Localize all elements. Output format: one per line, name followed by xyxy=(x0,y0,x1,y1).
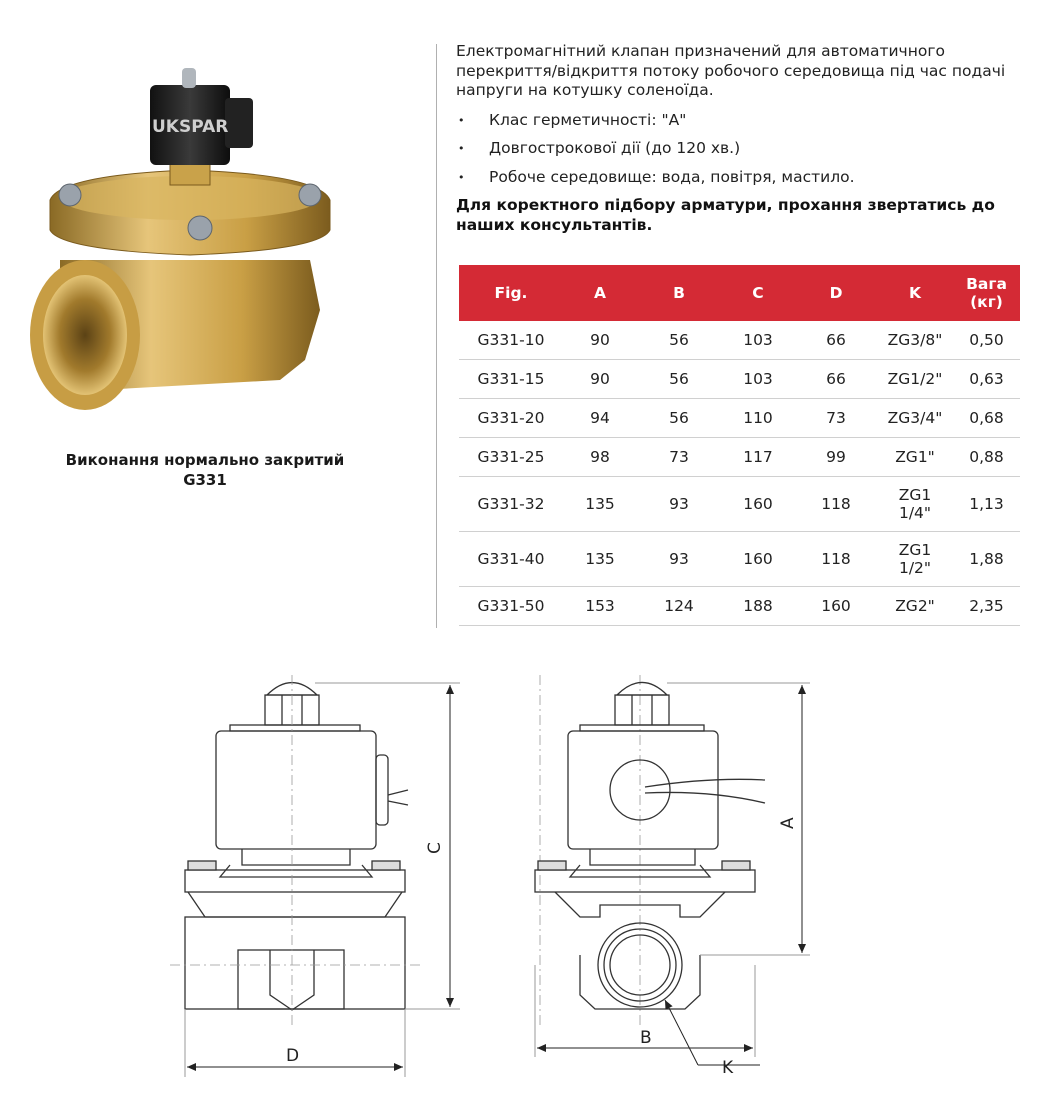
cell-k: ZG1" xyxy=(877,438,953,477)
divider xyxy=(436,44,437,628)
cell-d: 99 xyxy=(795,438,877,477)
cell-a: 153 xyxy=(563,587,637,626)
description-block xyxy=(456,42,1026,235)
col-a: A xyxy=(563,265,637,321)
caption-line-2: G331 xyxy=(183,471,227,489)
table-row xyxy=(459,477,1020,532)
cell-k: ZG1/2" xyxy=(877,360,953,399)
cell-fig: G331-50 xyxy=(459,587,563,626)
spec-table xyxy=(459,265,1020,626)
cell-d: 66 xyxy=(795,360,877,399)
dim-label-a: A xyxy=(778,817,798,829)
cell-weight: 0,88 xyxy=(953,438,1020,477)
table-row xyxy=(459,587,1020,626)
cell-weight: 0,68 xyxy=(953,399,1020,438)
table-row xyxy=(459,438,1020,477)
cell-c: 117 xyxy=(721,438,795,477)
table-row xyxy=(459,360,1020,399)
cell-fig: G331-15 xyxy=(459,360,563,399)
col-b: B xyxy=(637,265,721,321)
col-c: C xyxy=(721,265,795,321)
dim-label-d: D xyxy=(286,1046,300,1066)
consultant-note: Для коректного підбору арматури, прохання звертатись до наших консультантів. xyxy=(456,196,995,234)
table-row xyxy=(459,399,1020,438)
caption-line-1: Виконання нормально закритий xyxy=(65,451,345,469)
side-view xyxy=(535,683,765,1010)
cell-d: 118 xyxy=(795,477,877,532)
cell-weight: 0,63 xyxy=(953,360,1020,399)
cell-fig: G331-25 xyxy=(459,438,563,477)
cell-c: 160 xyxy=(721,477,795,532)
cell-k: ZG1 1/4" xyxy=(877,477,953,532)
cell-c: 103 xyxy=(721,321,795,360)
cell-b: 73 xyxy=(637,438,721,477)
cell-b: 93 xyxy=(637,532,721,587)
dim-label-k: K xyxy=(722,1058,734,1078)
cell-a: 90 xyxy=(563,360,637,399)
feature-list xyxy=(456,111,1026,188)
table-row xyxy=(459,321,1020,360)
cell-b: 56 xyxy=(637,321,721,360)
cell-b: 56 xyxy=(637,360,721,399)
technical-drawing xyxy=(150,665,850,1085)
col-d: D xyxy=(795,265,877,321)
feature-item: • Клас герметичності: "А" xyxy=(456,111,1026,131)
table-row xyxy=(459,532,1020,587)
cell-k: ZG1 1/2" xyxy=(877,532,953,587)
cell-c: 110 xyxy=(721,399,795,438)
cell-d: 160 xyxy=(795,587,877,626)
cell-k: ZG3/4" xyxy=(877,399,953,438)
brand-logo: UKSPAR xyxy=(152,117,229,137)
cell-fig: G331-10 xyxy=(459,321,563,360)
cell-c: 103 xyxy=(721,360,795,399)
valve-product-image xyxy=(20,60,350,430)
cell-fig: G331-40 xyxy=(459,532,563,587)
product-caption xyxy=(20,450,390,490)
cell-weight: 1,13 xyxy=(953,477,1020,532)
table-header-row xyxy=(459,265,1020,321)
cell-fig: G331-20 xyxy=(459,399,563,438)
col-weight: Вага (кг) xyxy=(953,265,1020,321)
description-intro: Електромагнітний клапан призначений для автоматичного перекриття/відкриття потоку робочого середовища під час подачі напруги на котушку соленоїда. xyxy=(456,42,1006,99)
cell-d: 118 xyxy=(795,532,877,587)
cell-b: 56 xyxy=(637,399,721,438)
cell-k: ZG2" xyxy=(877,587,953,626)
cell-b: 93 xyxy=(637,477,721,532)
cell-a: 90 xyxy=(563,321,637,360)
cell-weight: 1,88 xyxy=(953,532,1020,587)
cell-a: 94 xyxy=(563,399,637,438)
cell-b: 124 xyxy=(637,587,721,626)
feature-item: • Робоче середовище: вода, повітря, мастило. xyxy=(456,168,1026,188)
cell-weight: 0,50 xyxy=(953,321,1020,360)
feature-item: • Довгострокової дії (до 120 хв.) xyxy=(456,139,1026,159)
cell-fig: G331-32 xyxy=(459,477,563,532)
cell-d: 66 xyxy=(795,321,877,360)
col-k: K xyxy=(877,265,953,321)
cell-d: 73 xyxy=(795,399,877,438)
cell-a: 135 xyxy=(563,477,637,532)
front-view xyxy=(185,683,408,1011)
col-fig: Fig. xyxy=(459,265,563,321)
cell-c: 160 xyxy=(721,532,795,587)
cell-a: 135 xyxy=(563,532,637,587)
dim-label-c: C xyxy=(425,842,445,854)
dim-label-b: B xyxy=(640,1028,652,1048)
cell-a: 98 xyxy=(563,438,637,477)
cell-k: ZG3/8" xyxy=(877,321,953,360)
cell-c: 188 xyxy=(721,587,795,626)
cell-weight: 2,35 xyxy=(953,587,1020,626)
